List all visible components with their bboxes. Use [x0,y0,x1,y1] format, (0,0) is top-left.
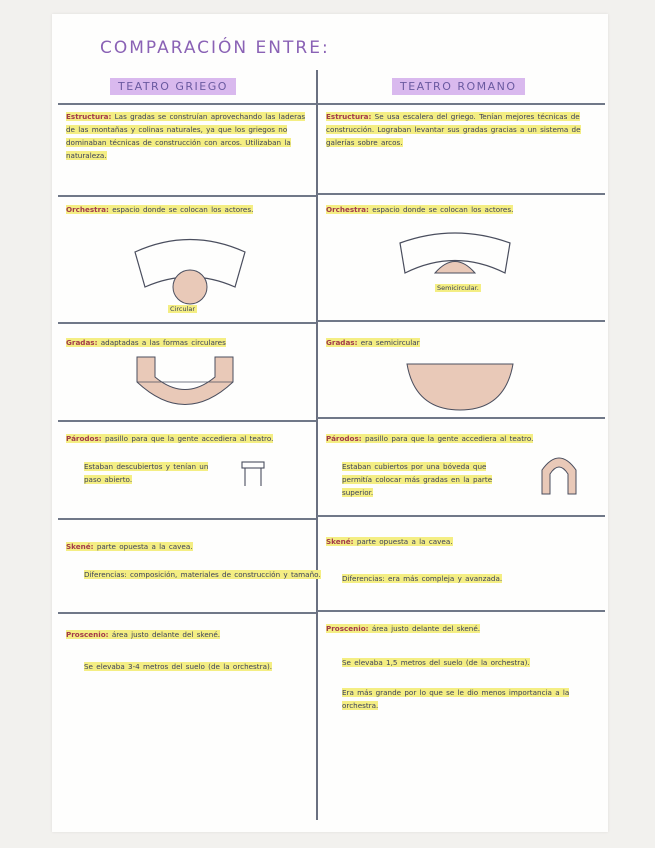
greek-parodos-detail: Estaban descubiertos y tenían un paso abierto. [84,462,209,484]
roman-proscenio-detail-2: Era más grande por lo que se le dio menos importancia a la orchestra. [342,688,570,710]
greek-parodos: Párodos: pasillo para que la gente accediera al teatro. [66,434,274,443]
roman-parodos: Párodos: pasillo para que la gente accediera al teatro. [326,434,534,443]
roman-skene: Skené: parte opuesta a la cavea. [326,537,453,546]
greek-gradas: Gradas: adaptadas a las formas circulares [66,338,226,347]
roman-orchestra-caption: Semicircular. [437,284,479,292]
roman-gradas: Gradas: era semicircular [326,338,420,347]
roman-proscenio: Proscenio: área justo delante del skené. [326,624,481,633]
greek-orchestra-caption: Circular [170,305,196,313]
roman-orchestra-sketch [395,228,515,288]
greek-proscenio-detail: Se elevaba 3-4 metros del suelo (de la orchestra). [84,662,273,671]
roman-orchestra: Orchestra: espacio donde se colocan los actores. [326,205,514,214]
roman-diferencias: Diferencias: era más compleja y avanzada. [342,574,503,583]
row-divider [58,103,316,105]
greek-orchestra: Orchestra: espacio donde se colocan los actores. [66,205,254,214]
page-title: COMPARACIÓN ENTRE: [100,38,330,58]
column-header-roman: TEATRO ROMANO [392,78,525,95]
roman-proscenio-detail: Se elevaba 1,5 metros del suelo (de la orchestra). [342,658,530,667]
row-divider [317,610,605,612]
greek-proscenio: Proscenio: área justo delante del skené. [66,630,221,639]
row-divider [317,515,605,517]
row-divider [58,322,316,324]
roman-parodos-detail: Estaban cubiertos por una bóveda que permitía colocar más gradas en la parte superior. [342,462,493,497]
row-divider [317,320,605,322]
greek-orchestra-sketch [130,232,250,312]
greek-diferencias: Diferencias: composición, materiales de construcción y tamaño. [84,570,321,579]
row-divider [58,518,316,520]
row-divider [58,612,316,614]
row-divider [58,195,316,197]
row-divider [317,103,605,105]
greek-estructura: Estructura: Las gradas se construían aprovechando las laderas de las montañas y colinas naturales, ya que los griegos no dominaban técnicas de construcción con arcos. Utilizaban la naturaleza. [66,112,306,160]
row-divider [58,420,316,422]
column-divider [316,70,318,820]
column-header-greek: TEATRO GRIEGO [110,78,236,95]
greek-gradas-sketch [135,352,235,412]
roman-gradas-sketch [405,362,515,412]
greek-parodos-sketch [240,460,266,488]
roman-parodos-sketch [540,452,578,496]
row-divider [317,193,605,195]
row-divider [317,417,605,419]
greek-skene: Skené: parte opuesta a la cavea. [66,542,193,551]
roman-estructura: Estructura: Se usa escalera del griego. Tenían mejores técnicas de construcción. Lograban levantar sus gradas gracias a un sistema de galerías sobre arcos. [326,112,581,147]
